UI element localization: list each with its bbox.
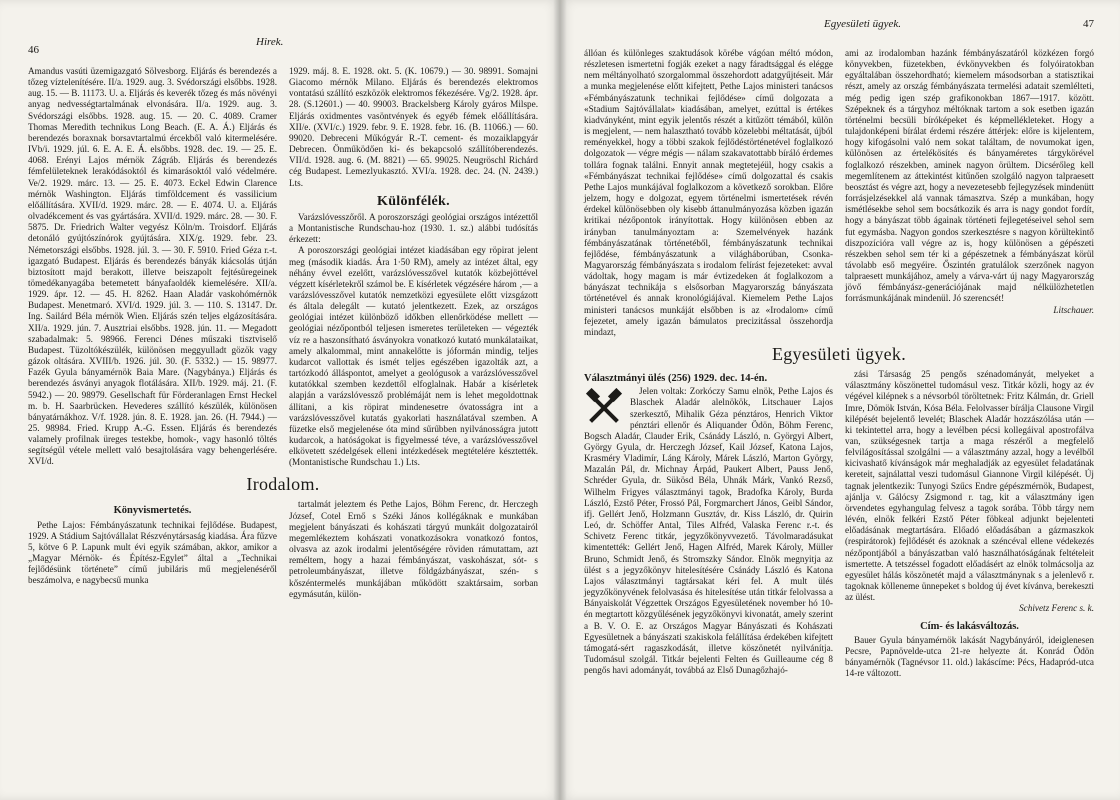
kulonfelek-body: A poroszországi geológiai intézet kiadásában egy röpirat jelent meg (második kiadás. Ára 1·50 RM), amely az intézet által, egy néhány évvel ezelőtt, varázslóvesszővel kutatók közbejöttével végzett kísérletekről számol be. E kísérletek végzésére három ‚— a varázslóvesszővel kutatók nemzetközi egyesülete előtt vizsgázott és általa delegált — kutató jelentkezett. Ezek, az országos geológiai intézet különböző időkben ellenőrködése mellett — geológiai nézőpontból teljesen ismeretes területeken — végezték víz re a haszonsítható ásványokra vonatkozó kutató munkálataikat, amely alkalommal, mint annakelőtte is jóformán mindig, teljes kudarcot vallottak és ismét teljes egészében igazolták azt, a tartózkodó álláspontot, amelyet a geológusok a varázslóvesszővel kutatókkal szemben kezdettől elfoglalnak. Habár a kísérletek alapján a varázslóvessző problémáját nem is lehet megoldottnak állítani, a kis röpirat mindenesetre óvatosságra int a varázslóvesszővel kutatás gyakorlati használatával szemben. A füzetke első megjelenése óta mind sűrűbben nyilvánosságra jutott kudarcok, a hatóságokat is figyelmessé téve, a varázslóvesszővel elkövetett szédelgések elleni intézkedések megtételére késztették. (Montanistische Rundschau 1.) Lts. bbox=[289, 245, 538, 468]
book-review-continued: tartalmát jeleztem és Pethe Lajos, Böhm Ferenc, dr. Herczegh József, Cotel Ernő s Széki János kollégáknak e munkában megjelent bányászati és kohászati tárgyú munkáit dolgozatairól megemlékeztem kohászati vonatkozásokra vonatkozó fontos, olvasva az azok irodalmi jelentőségére röviden rámutattam, azt reméltem, hogy a hazai fémbányászat, vaskohászat, sót- s petroleumbányászat, illetve földgázbányászat, szén- s kőszéntermelés munkájában működött szaktársaim, sorban egymásután, külön- bbox=[289, 499, 538, 599]
left-upper-columns bbox=[28, 66, 538, 468]
left-lower-column-1 bbox=[28, 499, 277, 599]
right-column-2 bbox=[845, 48, 1094, 338]
konyvismertetes-title: Könyvismertetés. bbox=[113, 505, 192, 517]
right-upper-columns bbox=[584, 48, 1094, 338]
right-page-number: 47 bbox=[1083, 18, 1094, 30]
book-gutter bbox=[553, 0, 567, 800]
right-running-head: Egyesületi ügyek. bbox=[824, 18, 901, 30]
right-lower-column-2 bbox=[845, 369, 1094, 679]
meeting-minutes-continued: zási Társaság 25 pengős szénadományát, melyeket a választmány köszönettel tudomásul vesz. Titkár közli, hogy az év végével kilépnek s a névsorból töröltetnek: Fritz Kálmán, dr. Griell Imre, Dömök István, Kósa Béla. Felolvasser bírálja Clausone Virgil kilépését bejelentő levelét; Blaschek Aladár hozzászólása után — ki tekintettel arra, hogy a levélben pécsi kollegáival apostrofálva van, szükségesnek tartja a maga részéről a megfelelő felvilágosítással szolgálni — a választmány azzal, hogy a levélből kicivashatő kívánságok már meghaladják az egyesület feladatának kereteit, sajnálattal veszi tudomásul Giannone Virgil kilépését. Új tagnak jelentkezik: Tunyogi Szűcs Endre gépészmérnök, Budapest, ajánlja v. Gálócsy Zsigmond r. tag, kit a választmány igen örvendetes egyhangulag felvesz a tagok sorába. Több tárgy nem lévén, elnök felkéri Ezstő Péter föbkeal adjunkt bejelenteti előadásának megtartására. Előadó előadásában a gázmaszkok (respirátorok) fejlődését és azoknak a széncéval ellene védekezés nézőpontjából a bányászatban való használhatóságának feltételeit ismertette. A tetszéssel fogadott előadásért az elnök tolmácsolja az egyesület hálás köszönetét majd a választmánynak s a jelenlevő r. tagoknak kölleneme ünnepeket s boldog új évet kívánva, berekeszti az ülést. bbox=[845, 369, 1094, 603]
left-column-1 bbox=[28, 66, 277, 468]
meeting-minutes: Jelen voltak: Zorkóczy Samu elnök, Pethe Lajos és Blaschek Aladár alelnökök, Litschauer Lajos szerkesztő, Mihalik Géza pénztáros, Henrich Viktor pénztári ellenőr és Aliquander Ödön, Böhm Ferenc, Bogsch Aladár, Clauder Erik, Csánády László, n. Györgyi Albert, György Gyula, dr. Herczegh József, Kail József, Katona Lajos, Krasméry Vladimír, Láng Károly, Márek László, Marton György, Mazalán Pál, dr. Michnay Árpád, Paukert Albert, Pauss Jenő, Schréder Gyula, dr. Sükösd Béla, Uhnák Márk, Vankó Rezső, Wilhelm Frigyes választmányi tagok, Bradofka Károly, Burda László, Ezstő Péter, Frossó Pál, Forgmarchert János, Geibl Sándor, ifj. Gellért Jenő, Holzmann Gusztáv, dr. Kiss László, dr. Quirin Leó, dr. Schöffer Antal, Tiles Alfréd, Valaska Ferenc r.-t. és Schivetz Ferenc titkár, jegyzőkönyvvezető. Távolmaradásukat kimentették: Gellért Jenő, Hagen Alfréd, Marek Károly, Müller Bruno, Schmidt Jenő, és Stromszky Sándor. Elnök megnyitja az ülést s a jegyzőkönyv hitelesítésére Csánády László és Katona Lajos választmányi tagtársakat kéri fel. A mult ülés jegyzőkönyvének felolvasása és hitelesítése után titkár felolvassa a Bányaiskolát Végzettek Országos Egyesületének november hó 10-én megtartott közgyűlésének jegyzőkönyvi kivonatát, amely szerint a B. V. O. E. az Országos Magyar Bányászati és Kohászati Egyesületnek a bányászati szakiskola felállítása érdekében kifejtett támogatá-sért ragaszkodását, illetve köszönetét nyilvánítja. Tudomásul szolgál. Titkár bejelenti Felten és Guilleaume cég 8 pengős havi adományát, továbbá az Első Dunagőzhajó- bbox=[584, 386, 833, 676]
book-review-start: Pethe Lajos: Fémbányászatunk technikai fejlődése. Budapest, 1929. A Stádium Sajtóvállalat Részvénytársaság kiadása. Ára fűzve 5, kötve 6 P. Lapunk mult évi egyik számában, akkor, amikor a „Magyar Mérnök- és Építész-Egylet” által a „Technikai fejlődésünk története” című jubiláris mű megjelenéséről beszámolva, e nagybecsű munka bbox=[28, 519, 277, 586]
left-page-header bbox=[28, 14, 538, 56]
meeting-title: Választmányi ülés (256) 1929. dec. 14-én. bbox=[584, 373, 768, 385]
right-page bbox=[560, 0, 1120, 800]
left-running-head: Hirek. bbox=[256, 36, 284, 48]
irodalom-title: Irodalom. bbox=[246, 474, 320, 495]
patent-list-continued: 1929. máj. 8. E. 1928. okt. 5. (K. 10679.) — 30. 98991. Somajni Giacomo mérnök Milano. Eljárás és berendezés elektromos vontatású szállító eszközök elektromos fékezésére. Vg/2. 1928. ápr. 28. (S.12601.) — 40. 99003. Brackelsberg Károly gyáros Milspe. Eljárás oxidmentes vasöntvények és egyéb fémek előállítására. XII/e. (XVI/c.) 1929. febr. 9. E. 1928. febr. 16. (B. 11066.) — 60. 99020. Debreceni Műkógyár R.-T. cement- és mozaiklapgyár Debrecen. Önműködően ki- és bekapcsoló szállítóberendezés. VII/d. 1928. aug. 6. (M. 8821) — 65. 99025. Neugröschl Richárd cég Budapest. Lemezlyukasztó. XVI/a. 1928. dec. 24. (N. 2439.) Lts. bbox=[289, 66, 538, 188]
egyesuleti-ugyek-title: Egyesületi ügyek. bbox=[771, 344, 907, 365]
secretary-signature: Schivetz Ferenc s. k. bbox=[1019, 603, 1094, 614]
address-change-title: Cím- és lakásváltozás. bbox=[920, 620, 1019, 632]
hammer-and-pick-icon bbox=[584, 388, 624, 428]
left-lower-columns bbox=[28, 499, 538, 599]
right-lower-columns bbox=[584, 369, 1094, 679]
review-body-1: állóan és különleges szaktudások körébe vágóan méltó módon, részletesen ismertetni fogják ezeket a nagy fáradtsággal és elégge nem méltányolható szorgalommal összehordott adatgyűjtéseit. Már a munka megjelenése előtt kifejtett, Pethe Lajos ministeri tanácsos «Fémbányászatunk technikai fejlődése» című dolgozata a «Stadium Sajtóvállalat» kiadásában, amelyet, ezúttal is értékes kiadványként, mint egyik jelentős részét a kitűzött témából, külön is megjelent, — nem halasztható tovább közelebbi méltatását, újból reményekkel, hogy a többi szakok fejlődéstörténetével foglalkozó dolgozatok — végre mégis — nálam szakavatottabb bíráló érdemes tollára fognak találni. Ennyit annak megtetejéül, hogy csakis a «Fémbányászat technikai fejlődése» című dolgozattal és csakis Pethe Lajos munkájával foglalkozom a következő sorokban. Előre jelzem, hogy e dolgozat, egyem történelmi ismertetések révén érdekel különösebben oly kisebb áttanulmányozása közben igazán kritikai nézőpontok irányítottak. Hogy különösen ebben az irányban tanulmányoztam a: Szemelvények hazánk fémbányászatának történetéből, fémbányászatunk technikai fejlődése, fémbányászatunk a világháborúban, Csonka-Magyarország fémbányászata s irodalom felírást fejezeteket: avval vádoltak, hogy magam is már évtizedeken át foglalkozom a bányászat technikája s elsősorban Magyarország bányászata történetével és annak kronológiájával. Kiemelem Pethe Lajos ministeri tanácsos munkáját elsőbben is az «Irodalom» című fejezetet, amely igazán bámulatos precizitással összehordja mindazt, bbox=[584, 48, 834, 337]
address-change-text: Bauer Gyula bányamérnök lakását Nagybányáról, ideiglenesen Pecsre, Papnövelde-utca 21-re helyezte át. Konrád Ödön bányamérnök (Tagnévsor 11. old.) lakáscíme: Pécs, Hadapród-utca 14-re változott. bbox=[845, 634, 1094, 679]
review-body-2: ami az irodalomban hazánk fémbányászatáról közkézen forgó könyvekben, füzetekben, évkönyvekben és folyóiratokban egyáltalában összehordható; kiemelem másodsorban a statisztikai részt, amely az ország fémbányászata termelési adatait szemlélteti, még pedig igen szép grafikonokban 1867—1917. között. Szépeknek és a tárgyhoz méltóknak tartom a sok esetben igazán történelmi becsüli bíróképeket és képmellékleteket. Hogy a tulajdonképeni bírálat érdemi részére áttérjek: előre is kijelentem, hogy kifogásolni való nem sokat találtam, de novumokat igen, különösen az értelékösítés és bányaméretes tárgykörével foglalkozó részekben, aminek nagyon örültem. Dicsérőleg kell megemlítenem az áttekintést kitűnően szolgáló nagyon talpraesett beosztást és végre azt, hogy a nevezetesebb fejlegyzések mindenütt forrásjelzésekkel alá vannak támasztva. Szép a munkában, hogy ismétlésekbe sehol sem bocsátkozik és arra is nagy gondot fordít, hogy a bányászat több ágainak történeti fejlegetéseivel sehol sem fut egymásba. Nagyon gondos szerkesztésre s nagyon körültekintő diszpozícióra vall végre az is, hogy különösen a gépészeti részekben sehol sem tér ki a gépészetnek a fémbányászat körül távolabb eső megyéire. Őszintén gratulálok szerzőnek nagyon talpraesett munkájához, amely a várva-várt új nagy Magyarország jövő fémbányász-generációjának majd nélkülözhetetlen forrásmunkájának mindenül. Jó szerencsét! bbox=[845, 48, 1094, 304]
left-column-2 bbox=[289, 66, 538, 468]
left-lower-column-2 bbox=[289, 499, 538, 599]
right-page-header bbox=[584, 14, 1094, 36]
patent-list-text: Amandus vasúti üzemigazgató Sölvesborg. Eljárás és berendezés a tőzeg víztelenítésére. II/a. 1929. aug. 3. Svédországi elsőbbs. 1928. aug. 15. — B. 11173. U. a. Eljárás és keverék tőzeg és más növényi anyag nedvességtartalmának elvonására. II/a. 1929. aug. 3. Svédországi elsőbbs. 1928. aug. 15. — 20. C. 4089. Cramer Thomas Meredith technikus Long Beach. (E. A. Á.) Eljárás és berendezés boraxnak borsavtartalmú ércekből való kitermelésére. IVb/i. 1929. júl. 6. E. A. E. Á. elsőbbs. 1928. dec. 19. — 25. E. 4068. Erényi Lajos mérnök Zágráb. Eljárás és berendezés fémfelületeknek lerakódásoktól és kimarásoktól való védelmére. Ve/2. 1929. márc. 13. — 25. E. 4073. Eckel Edwin Clarence mérnök Washington. Eljárás timföldcement és vassilicium előállítására. XVII/d. 1929. márc. 28. — E. 4074. U. a. Eljárás olvadékcement és vas gyártására. XVII/d. 1929. márc. 28. — 30. F. 5875. Dr. Friedrich Walter vegyész Köln/m. Troisdorf. Eljárás detonáló gyújtószínórok gyújtására. XIX/g. 1929. febr. 23. Németországi elsőbbs. 1928. júl. 3. — 30. F. 5910. Fried Géza r.-t. igazgató Budapest. Eljárás és berendezés bányák kiácsolás útján biztosított majd berakott, illetve beiszapolt fejtésüregeinek tömedékanyagába betemetett bányafaoldék kiemelésére. XII/a. 1929. ápr. 12. — 45. H. 8262. Haan Aladár vaskohómérnök Budapest. Menetmaró. XVI/d. 1929. júl. 3. — 110. S. 13147. Dr. Ing. Sailárd Béla mérnök Wien. Eljárás szén teljes elgázosítására. XII/a. 1929. jún. 7. Ausztriai elsőbbs. 1928. jún. 11. — Megadott szabadalmak: 5. 98966. Ferenci Dénes műszaki tisztviselő Budapest. Tüzoltókészülék, különösen meggyulladt gözök vagy gázok oltására. XVIII/b. 1926. júl. 30. (F. 5332.) — 15. 98977. Fazék Gyula bányamérnök Baia Mare. (Nagybánya.) Eljárás és berendezés ásványi anyagok flotálására. XII/b. 1929. máj. 21. (F. 5942.) — 20. 98979. Gesellschaft für Förderanlagen Ernst Heckel m. b. H. Saarbrücken. Hevederes szállító készülék, különösen bányatárnákhoz. V/f. 1928. jún. 8. E. 1928. jan. 26. (H. 7944.) — 25. 98984. Fried. Krupp A.-G. Essen. Eljárás és berendezés valamely profilnak üreges testekbe, homok-, vagy hasonló töltés segítségül vétele mellett való besajtolására vagy behengerlésére. XVI/d. bbox=[28, 66, 277, 467]
right-column-1 bbox=[584, 48, 833, 338]
kulonfelek-intro: Varázslóvesszőről. A poroszországi geológiai országos intézettől a Montanistische Rundschau-hoz (1930. 1. sz.) alábbi tudósítás érkezett: bbox=[289, 211, 538, 245]
kulonfelek-title: Különfélék. bbox=[377, 193, 450, 209]
right-lower-column-1 bbox=[584, 369, 833, 679]
left-page-number: 46 bbox=[28, 44, 39, 56]
review-signature: Litschauer. bbox=[1053, 304, 1094, 315]
